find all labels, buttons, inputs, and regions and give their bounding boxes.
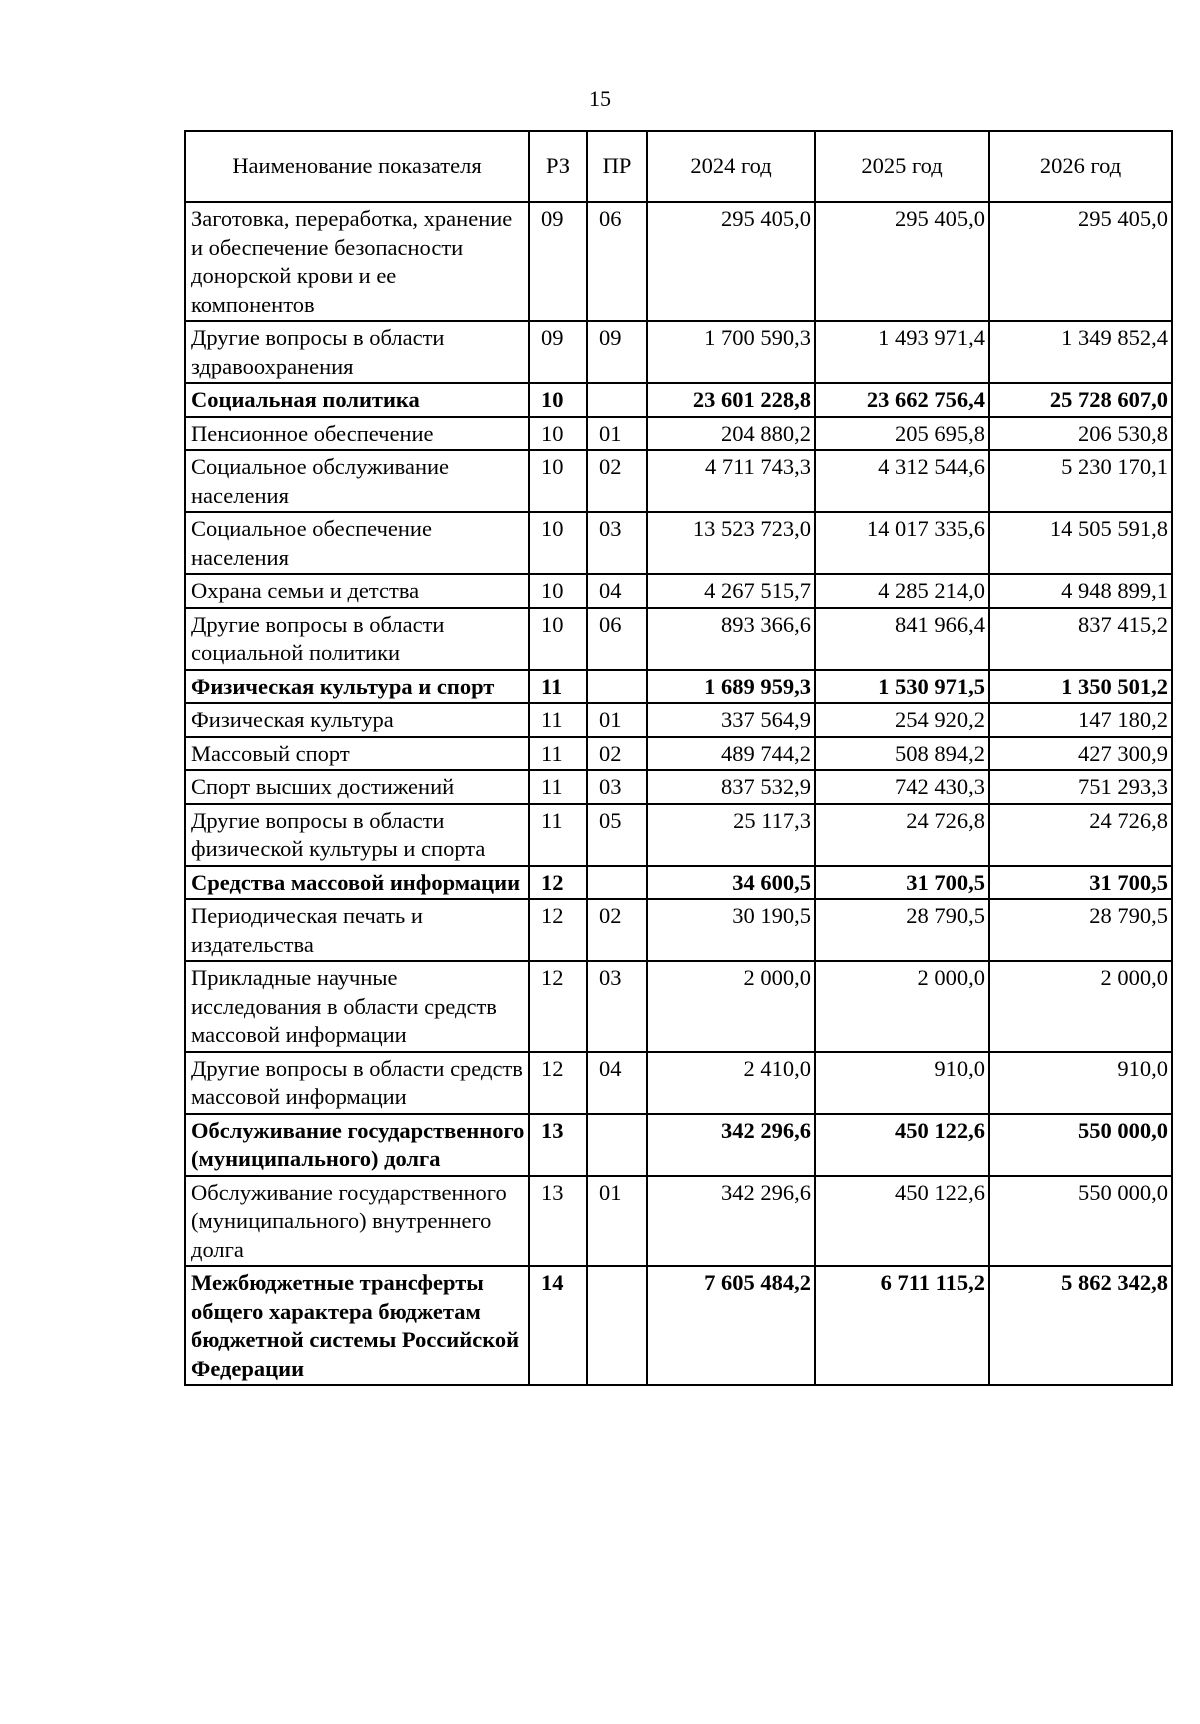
cell-pr xyxy=(587,866,647,900)
cell-pr: 04 xyxy=(587,1052,647,1114)
cell-2026: 427 300,9 xyxy=(989,737,1172,771)
cell-2026: 751 293,3 xyxy=(989,770,1172,804)
table-row xyxy=(185,703,1172,737)
cell-2025: 31 700,5 xyxy=(815,866,989,900)
cell-2026: 1 350 501,2 xyxy=(989,670,1172,704)
cell-2025: 295 405,0 xyxy=(815,202,989,321)
cell-2026: 550 000,0 xyxy=(989,1114,1172,1176)
cell-rz: 12 xyxy=(529,961,587,1052)
cell-rz: 11 xyxy=(529,770,587,804)
cell-2024: 4 711 743,3 xyxy=(647,450,815,512)
cell-rz: 10 xyxy=(529,574,587,608)
table-row xyxy=(185,450,1172,512)
cell-rz: 10 xyxy=(529,512,587,574)
table-row xyxy=(185,574,1172,608)
cell-pr xyxy=(587,383,647,417)
table-body xyxy=(185,202,1172,1385)
cell-name: Физическая культура и спорт xyxy=(185,670,529,704)
budget-table xyxy=(184,130,1173,1386)
cell-rz: 10 xyxy=(529,608,587,670)
cell-2024: 4 267 515,7 xyxy=(647,574,815,608)
cell-name: Социальное обслуживание населения xyxy=(185,450,529,512)
cell-name: Массовый спорт xyxy=(185,737,529,771)
cell-rz: 12 xyxy=(529,899,587,961)
table-row xyxy=(185,608,1172,670)
cell-2025: 254 920,2 xyxy=(815,703,989,737)
cell-2025: 1 493 971,4 xyxy=(815,321,989,383)
cell-2024: 2 000,0 xyxy=(647,961,815,1052)
cell-rz: 13 xyxy=(529,1114,587,1176)
table-row xyxy=(185,670,1172,704)
cell-2025: 2 000,0 xyxy=(815,961,989,1052)
cell-2024: 342 296,6 xyxy=(647,1176,815,1267)
cell-2026: 2 000,0 xyxy=(989,961,1172,1052)
cell-pr: 03 xyxy=(587,770,647,804)
cell-name: Другие вопросы в области здравоохранения xyxy=(185,321,529,383)
cell-2025: 841 966,4 xyxy=(815,608,989,670)
cell-name: Спорт высших достижений xyxy=(185,770,529,804)
cell-2026: 31 700,5 xyxy=(989,866,1172,900)
cell-2025: 23 662 756,4 xyxy=(815,383,989,417)
cell-2024: 204 880,2 xyxy=(647,417,815,451)
cell-2024: 337 564,9 xyxy=(647,703,815,737)
cell-name: Социальная политика xyxy=(185,383,529,417)
cell-name: Социальное обеспечение населения xyxy=(185,512,529,574)
page-number: 15 xyxy=(589,86,611,111)
cell-2026: 24 726,8 xyxy=(989,804,1172,866)
header-name: Наименование показателя xyxy=(185,131,529,202)
table-row xyxy=(185,321,1172,383)
cell-pr xyxy=(587,670,647,704)
cell-pr: 06 xyxy=(587,608,647,670)
cell-pr: 02 xyxy=(587,450,647,512)
cell-2024: 30 190,5 xyxy=(647,899,815,961)
cell-2026: 5 862 342,8 xyxy=(989,1266,1172,1385)
cell-pr: 02 xyxy=(587,737,647,771)
cell-rz: 10 xyxy=(529,450,587,512)
cell-2025: 1 530 971,5 xyxy=(815,670,989,704)
header-2024: 2024 год xyxy=(647,131,815,202)
cell-2026: 206 530,8 xyxy=(989,417,1172,451)
cell-2025: 450 122,6 xyxy=(815,1176,989,1267)
header-pr: ПР xyxy=(587,131,647,202)
cell-rz: 11 xyxy=(529,703,587,737)
table-row xyxy=(185,383,1172,417)
cell-2024: 1 700 590,3 xyxy=(647,321,815,383)
cell-pr: 05 xyxy=(587,804,647,866)
cell-name: Заготовка, переработка, хранение и обеспечение безопасности донорской крови и ее компонентов xyxy=(185,202,529,321)
cell-2024: 1 689 959,3 xyxy=(647,670,815,704)
cell-2024: 7 605 484,2 xyxy=(647,1266,815,1385)
cell-rz: 09 xyxy=(529,321,587,383)
cell-rz: 09 xyxy=(529,202,587,321)
table-row xyxy=(185,866,1172,900)
cell-2026: 295 405,0 xyxy=(989,202,1172,321)
cell-rz: 11 xyxy=(529,670,587,704)
cell-name: Физическая культура xyxy=(185,703,529,737)
cell-2025: 450 122,6 xyxy=(815,1114,989,1176)
cell-2024: 489 744,2 xyxy=(647,737,815,771)
cell-2025: 28 790,5 xyxy=(815,899,989,961)
cell-2026: 14 505 591,8 xyxy=(989,512,1172,574)
cell-2024: 837 532,9 xyxy=(647,770,815,804)
header-rz: РЗ xyxy=(529,131,587,202)
table-row xyxy=(185,961,1172,1052)
cell-2025: 742 430,3 xyxy=(815,770,989,804)
cell-name: Прикладные научные исследования в области средств массовой информации xyxy=(185,961,529,1052)
header-2026: 2026 год xyxy=(989,131,1172,202)
cell-pr: 02 xyxy=(587,899,647,961)
cell-2024: 295 405,0 xyxy=(647,202,815,321)
cell-rz: 10 xyxy=(529,383,587,417)
cell-2026: 28 790,5 xyxy=(989,899,1172,961)
cell-pr xyxy=(587,1266,647,1385)
cell-name: Другие вопросы в области средств массовой информации xyxy=(185,1052,529,1114)
cell-2026: 550 000,0 xyxy=(989,1176,1172,1267)
table-row xyxy=(185,417,1172,451)
table-row xyxy=(185,202,1172,321)
table-header-row xyxy=(185,131,1172,202)
cell-name: Периодическая печать и издательства xyxy=(185,899,529,961)
cell-name: Охрана семьи и детства xyxy=(185,574,529,608)
cell-2026: 4 948 899,1 xyxy=(989,574,1172,608)
cell-pr: 09 xyxy=(587,321,647,383)
cell-2026: 837 415,2 xyxy=(989,608,1172,670)
table-row xyxy=(185,770,1172,804)
table-row xyxy=(185,1114,1172,1176)
cell-2025: 4 312 544,6 xyxy=(815,450,989,512)
table-row xyxy=(185,1052,1172,1114)
cell-2025: 910,0 xyxy=(815,1052,989,1114)
cell-pr: 04 xyxy=(587,574,647,608)
cell-pr xyxy=(587,1114,647,1176)
cell-rz: 14 xyxy=(529,1266,587,1385)
cell-2025: 14 017 335,6 xyxy=(815,512,989,574)
cell-name: Обслуживание государственного (муниципального) долга xyxy=(185,1114,529,1176)
cell-rz: 11 xyxy=(529,804,587,866)
table-row xyxy=(185,1176,1172,1267)
cell-2026: 25 728 607,0 xyxy=(989,383,1172,417)
table-row xyxy=(185,804,1172,866)
cell-2026: 147 180,2 xyxy=(989,703,1172,737)
cell-2026: 1 349 852,4 xyxy=(989,321,1172,383)
cell-pr: 03 xyxy=(587,512,647,574)
cell-2024: 342 296,6 xyxy=(647,1114,815,1176)
cell-2024: 34 600,5 xyxy=(647,866,815,900)
cell-2025: 508 894,2 xyxy=(815,737,989,771)
cell-name: Обслуживание государственного (муниципального) внутреннего долга xyxy=(185,1176,529,1267)
cell-pr: 01 xyxy=(587,703,647,737)
cell-rz: 10 xyxy=(529,417,587,451)
cell-rz: 13 xyxy=(529,1176,587,1267)
cell-name: Межбюджетные трансферты общего характера бюджетам бюджетной системы Российской Федерации xyxy=(185,1266,529,1385)
cell-2024: 23 601 228,8 xyxy=(647,383,815,417)
table-row xyxy=(185,1266,1172,1385)
cell-2026: 5 230 170,1 xyxy=(989,450,1172,512)
cell-2025: 4 285 214,0 xyxy=(815,574,989,608)
table-row xyxy=(185,737,1172,771)
cell-pr: 06 xyxy=(587,202,647,321)
cell-2024: 893 366,6 xyxy=(647,608,815,670)
header-2025: 2025 год xyxy=(815,131,989,202)
table-row xyxy=(185,899,1172,961)
cell-pr: 03 xyxy=(587,961,647,1052)
cell-pr: 01 xyxy=(587,1176,647,1267)
cell-rz: 11 xyxy=(529,737,587,771)
cell-name: Средства массовой информации xyxy=(185,866,529,900)
cell-name: Другие вопросы в области физической культуры и спорта xyxy=(185,804,529,866)
cell-name: Пенсионное обеспечение xyxy=(185,417,529,451)
cell-2024: 2 410,0 xyxy=(647,1052,815,1114)
cell-2024: 13 523 723,0 xyxy=(647,512,815,574)
cell-name: Другие вопросы в области социальной политики xyxy=(185,608,529,670)
table-row xyxy=(185,512,1172,574)
cell-2025: 205 695,8 xyxy=(815,417,989,451)
cell-2025: 24 726,8 xyxy=(815,804,989,866)
cell-2026: 910,0 xyxy=(989,1052,1172,1114)
cell-rz: 12 xyxy=(529,1052,587,1114)
cell-2024: 25 117,3 xyxy=(647,804,815,866)
cell-2025: 6 711 115,2 xyxy=(815,1266,989,1385)
cell-rz: 12 xyxy=(529,866,587,900)
cell-pr: 01 xyxy=(587,417,647,451)
